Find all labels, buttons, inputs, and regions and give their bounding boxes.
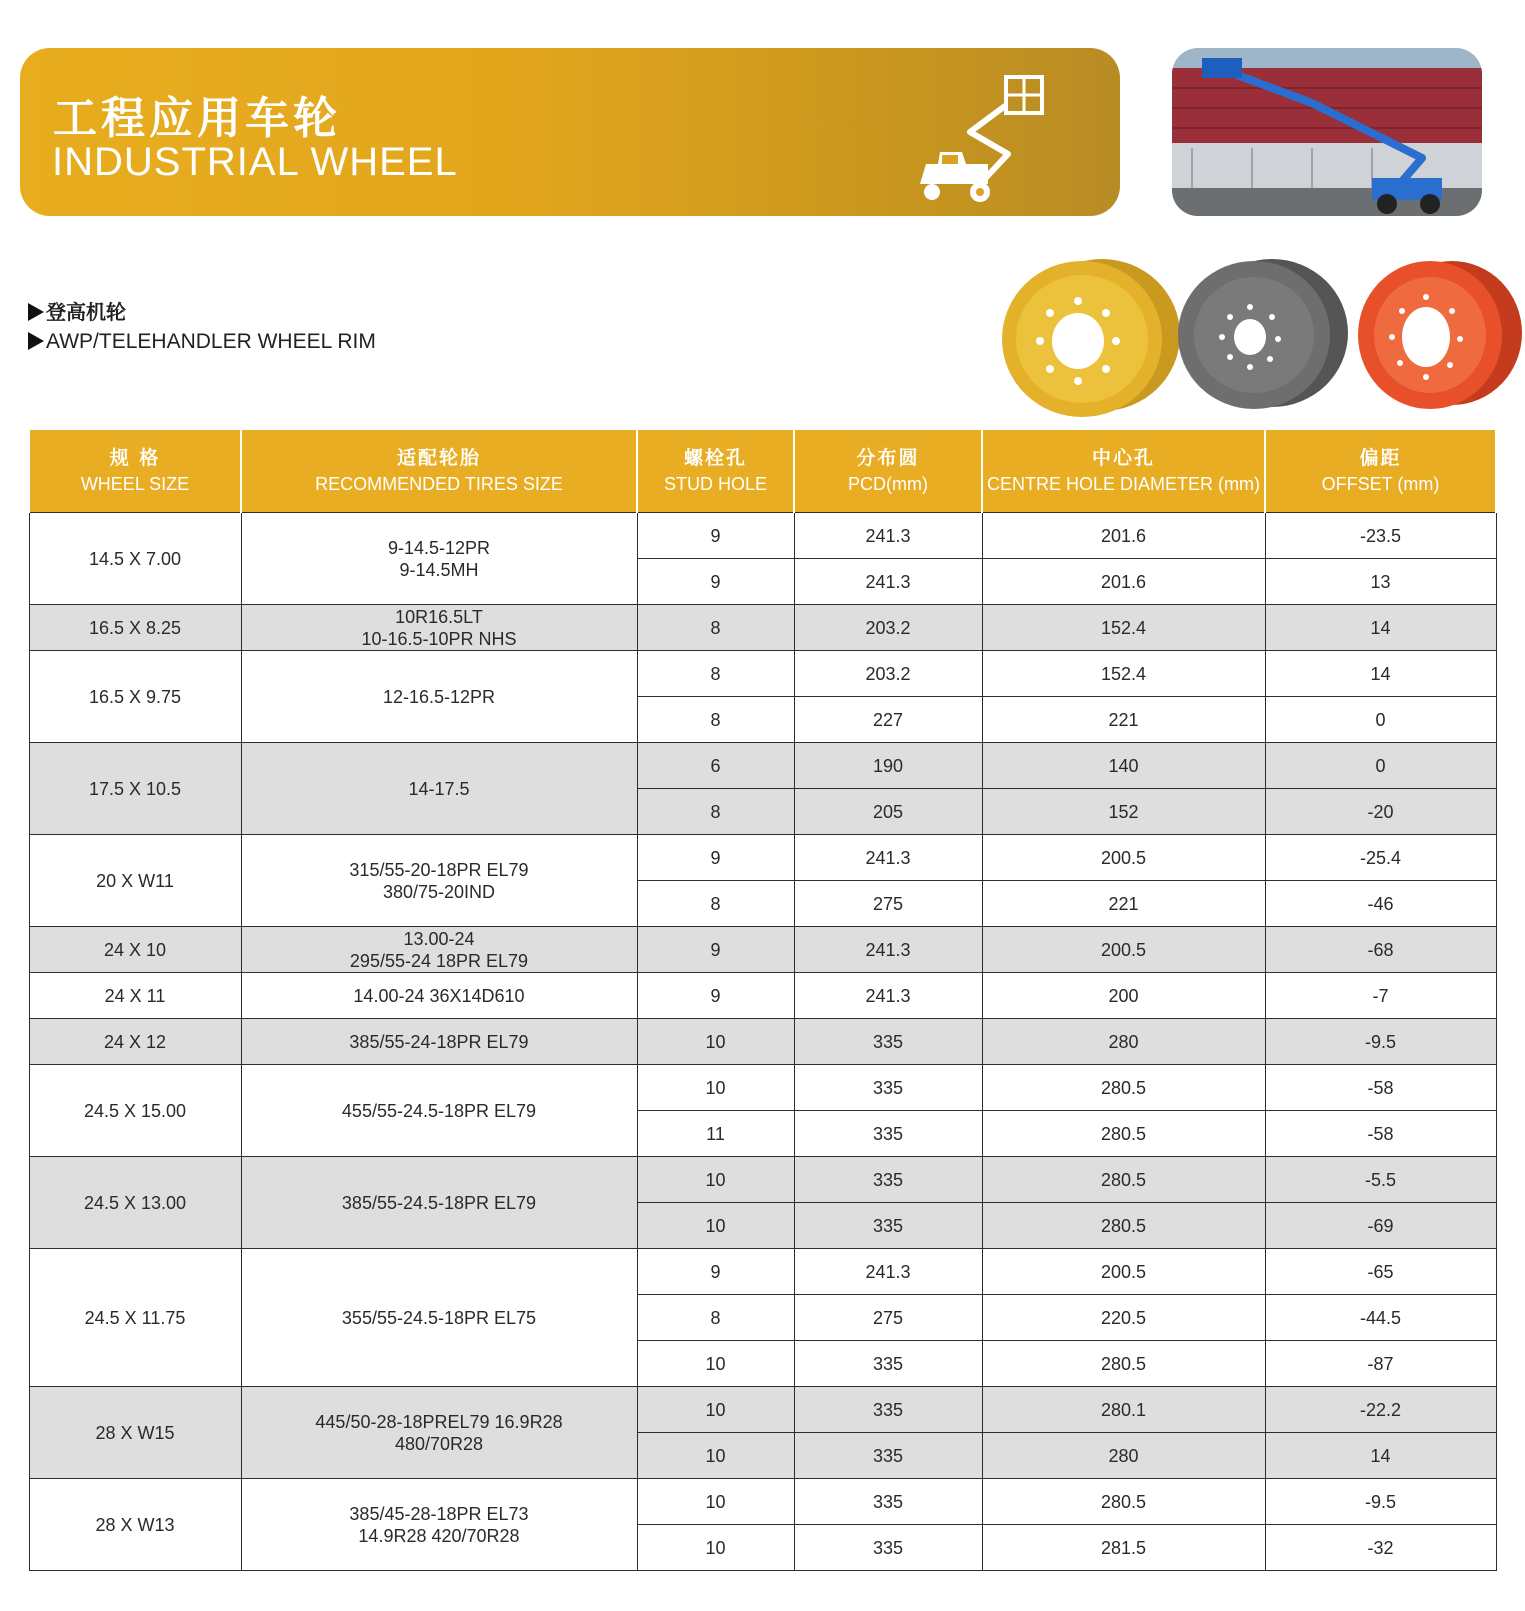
header-centre-hole: 中心孔 CENTRE HOLE DIAMETER (mm) [982, 430, 1265, 513]
table-header-row [29, 430, 1496, 513]
centre-hole-cell: 201.6 [982, 513, 1265, 559]
offset-cell: -22.2 [1265, 1387, 1496, 1433]
offset-cell: -68 [1265, 927, 1496, 973]
centre-hole-cell: 221 [982, 697, 1265, 743]
stud-hole-cell: 6 [637, 743, 794, 789]
centre-hole-cell: 221 [982, 881, 1265, 927]
stud-hole-cell: 10 [637, 1433, 794, 1479]
wheel-size-cell: 24.5 X 11.75 [29, 1249, 241, 1387]
offset-cell: -25.4 [1265, 835, 1496, 881]
stud-hole-cell: 10 [637, 1479, 794, 1525]
offset-cell: -58 [1265, 1065, 1496, 1111]
offset-cell: -65 [1265, 1249, 1496, 1295]
wheel-size-cell: 20 X W11 [29, 835, 241, 927]
centre-hole-cell: 152.4 [982, 651, 1265, 697]
triangle-bullet-icon [28, 332, 44, 350]
offset-cell: -46 [1265, 881, 1496, 927]
table-row [29, 1479, 1496, 1525]
centre-hole-cell: 200 [982, 973, 1265, 1019]
centre-hole-cell: 280 [982, 1019, 1265, 1065]
centre-hole-cell: 280 [982, 1433, 1265, 1479]
stud-hole-cell: 9 [637, 927, 794, 973]
stud-hole-cell: 10 [637, 1525, 794, 1571]
tires-size-cell: 315/55-20-18PR EL79 380/75-20IND [241, 835, 637, 927]
boom-lift-photo [1172, 48, 1482, 216]
wheel-size-cell: 24 X 11 [29, 973, 241, 1019]
offset-cell: -44.5 [1265, 1295, 1496, 1341]
offset-cell: 0 [1265, 697, 1496, 743]
header-wheel-size: 规 格 WHEEL SIZE [29, 430, 241, 513]
centre-hole-cell: 152.4 [982, 605, 1265, 651]
wheel-size-cell: 24.5 X 15.00 [29, 1065, 241, 1157]
stud-hole-cell: 8 [637, 789, 794, 835]
centre-hole-cell: 281.5 [982, 1525, 1265, 1571]
offset-cell: -58 [1265, 1111, 1496, 1157]
pcd-cell: 335 [794, 1387, 982, 1433]
wheel-size-cell: 17.5 X 10.5 [29, 743, 241, 835]
pcd-cell: 335 [794, 1433, 982, 1479]
stud-hole-cell: 9 [637, 973, 794, 1019]
centre-hole-cell: 220.5 [982, 1295, 1265, 1341]
offset-cell: -20 [1265, 789, 1496, 835]
tires-size-cell: 385/55-24.5-18PR EL79 [241, 1157, 637, 1249]
wheel-size-cell: 16.5 X 9.75 [29, 651, 241, 743]
pcd-cell: 227 [794, 697, 982, 743]
header-offset: 偏距 OFFSET (mm) [1265, 430, 1496, 513]
wheel-size-cell: 14.5 X 7.00 [29, 513, 241, 605]
red-rim-icon [1358, 261, 1522, 409]
stud-hole-cell: 8 [637, 697, 794, 743]
pcd-cell: 190 [794, 743, 982, 789]
wheel-size-cell: 16.5 X 8.25 [29, 605, 241, 651]
tires-size-cell: 9-14.5-12PR 9-14.5MH [241, 513, 637, 605]
wheel-size-cell: 24 X 10 [29, 927, 241, 973]
tires-size-cell: 12-16.5-12PR [241, 651, 637, 743]
centre-hole-cell: 280.5 [982, 1203, 1265, 1249]
header-recommended-tires: 适配轮胎 RECOMMENDED TIRES SIZE [241, 430, 637, 513]
tires-size-cell: 385/45-28-18PR EL73 14.9R28 420/70R28 [241, 1479, 637, 1571]
offset-cell: -23.5 [1265, 513, 1496, 559]
stud-hole-cell: 9 [637, 513, 794, 559]
centre-hole-cell: 152 [982, 789, 1265, 835]
pcd-cell: 203.2 [794, 605, 982, 651]
pcd-cell: 335 [794, 1341, 982, 1387]
pcd-cell: 335 [794, 1479, 982, 1525]
aerial-work-platform-icon [910, 72, 1060, 202]
grey-rim-icon [1178, 259, 1348, 409]
stud-hole-cell: 8 [637, 1295, 794, 1341]
table-row [29, 1157, 1496, 1203]
triangle-bullet-icon [28, 303, 44, 321]
pcd-cell: 241.3 [794, 927, 982, 973]
wheel-size-cell: 24.5 X 13.00 [29, 1157, 241, 1249]
table-row [29, 1387, 1496, 1433]
centre-hole-cell: 280.5 [982, 1341, 1265, 1387]
offset-cell: -9.5 [1265, 1019, 1496, 1065]
pcd-cell: 335 [794, 1065, 982, 1111]
table-row [29, 605, 1496, 651]
table-row [29, 743, 1496, 789]
pcd-cell: 275 [794, 881, 982, 927]
centre-hole-cell: 280.5 [982, 1157, 1265, 1203]
pcd-cell: 335 [794, 1525, 982, 1571]
tires-size-cell: 10R16.5LT 10-16.5-10PR NHS [241, 605, 637, 651]
pcd-cell: 335 [794, 1157, 982, 1203]
table-row [29, 835, 1496, 881]
pcd-cell: 241.3 [794, 559, 982, 605]
pcd-cell: 335 [794, 1203, 982, 1249]
page-title-en: INDUSTRIAL WHEEL [52, 140, 458, 184]
centre-hole-cell: 280.5 [982, 1111, 1265, 1157]
wheel-size-cell: 24 X 12 [29, 1019, 241, 1065]
offset-cell: -87 [1265, 1341, 1496, 1387]
offset-cell: -7 [1265, 973, 1496, 1019]
stud-hole-cell: 8 [637, 605, 794, 651]
header-pcd: 分布圆 PCD(mm) [794, 430, 982, 513]
stud-hole-cell: 8 [637, 651, 794, 697]
wheel-size-cell: 28 X W15 [29, 1387, 241, 1479]
stud-hole-cell: 8 [637, 881, 794, 927]
tires-size-cell: 385/55-24-18PR EL79 [241, 1019, 637, 1065]
centre-hole-cell: 200.5 [982, 1249, 1265, 1295]
centre-hole-cell: 140 [982, 743, 1265, 789]
table-row [29, 1249, 1496, 1295]
stud-hole-cell: 11 [637, 1111, 794, 1157]
pcd-cell: 241.3 [794, 1249, 982, 1295]
offset-cell: -32 [1265, 1525, 1496, 1571]
stud-hole-cell: 10 [637, 1065, 794, 1111]
pcd-cell: 335 [794, 1019, 982, 1065]
wheel-rim-images [982, 255, 1522, 425]
tires-size-cell: 14.00-24 36X14D610 [241, 973, 637, 1019]
centre-hole-cell: 200.5 [982, 835, 1265, 881]
offset-cell: 14 [1265, 651, 1496, 697]
offset-cell: 14 [1265, 1433, 1496, 1479]
stud-hole-cell: 9 [637, 1249, 794, 1295]
pcd-cell: 241.3 [794, 835, 982, 881]
table-row [29, 651, 1496, 697]
tires-size-cell: 13.00-24 295/55-24 18PR EL79 [241, 927, 637, 973]
yellow-rim-icon [1002, 259, 1180, 417]
centre-hole-cell: 280.5 [982, 1479, 1265, 1525]
table-row [29, 927, 1496, 973]
header-stud-hole: 螺栓孔 STUD HOLE [637, 430, 794, 513]
offset-cell: -5.5 [1265, 1157, 1496, 1203]
tires-size-cell: 14-17.5 [241, 743, 637, 835]
offset-cell: 0 [1265, 743, 1496, 789]
stud-hole-cell: 10 [637, 1387, 794, 1433]
table-row [29, 513, 1496, 559]
pcd-cell: 335 [794, 1111, 982, 1157]
tires-size-cell: 445/50-28-18PREL79 16.9R28 480/70R28 [241, 1387, 637, 1479]
stud-hole-cell: 10 [637, 1341, 794, 1387]
pcd-cell: 205 [794, 789, 982, 835]
centre-hole-cell: 201.6 [982, 559, 1265, 605]
pcd-cell: 241.3 [794, 973, 982, 1019]
centre-hole-cell: 200.5 [982, 927, 1265, 973]
tires-size-cell: 355/55-24.5-18PR EL75 [241, 1249, 637, 1387]
stud-hole-cell: 9 [637, 559, 794, 605]
wheel-size-cell: 28 X W13 [29, 1479, 241, 1571]
offset-cell: 13 [1265, 559, 1496, 605]
table-row [29, 1019, 1496, 1065]
table-body [29, 513, 1496, 1571]
tires-size-cell: 455/55-24.5-18PR EL79 [241, 1065, 637, 1157]
table-row [29, 1065, 1496, 1111]
pcd-cell: 275 [794, 1295, 982, 1341]
table-row [29, 973, 1496, 1019]
centre-hole-cell: 280.5 [982, 1065, 1265, 1111]
stud-hole-cell: 10 [637, 1157, 794, 1203]
section-title-cn: 登高机轮 [28, 296, 126, 325]
pcd-cell: 241.3 [794, 513, 982, 559]
wheel-spec-table [28, 430, 1497, 1571]
stud-hole-cell: 10 [637, 1203, 794, 1249]
centre-hole-cell: 280.1 [982, 1387, 1265, 1433]
stud-hole-cell: 10 [637, 1019, 794, 1065]
offset-cell: -69 [1265, 1203, 1496, 1249]
stud-hole-cell: 9 [637, 835, 794, 881]
page-title-cn: 工程应用车轮 [53, 93, 341, 144]
pcd-cell: 203.2 [794, 651, 982, 697]
header-banner [20, 48, 1120, 216]
offset-cell: 14 [1265, 605, 1496, 651]
section-title-en: AWP/TELEHANDLER WHEEL RIM [28, 330, 376, 354]
offset-cell: -9.5 [1265, 1479, 1496, 1525]
